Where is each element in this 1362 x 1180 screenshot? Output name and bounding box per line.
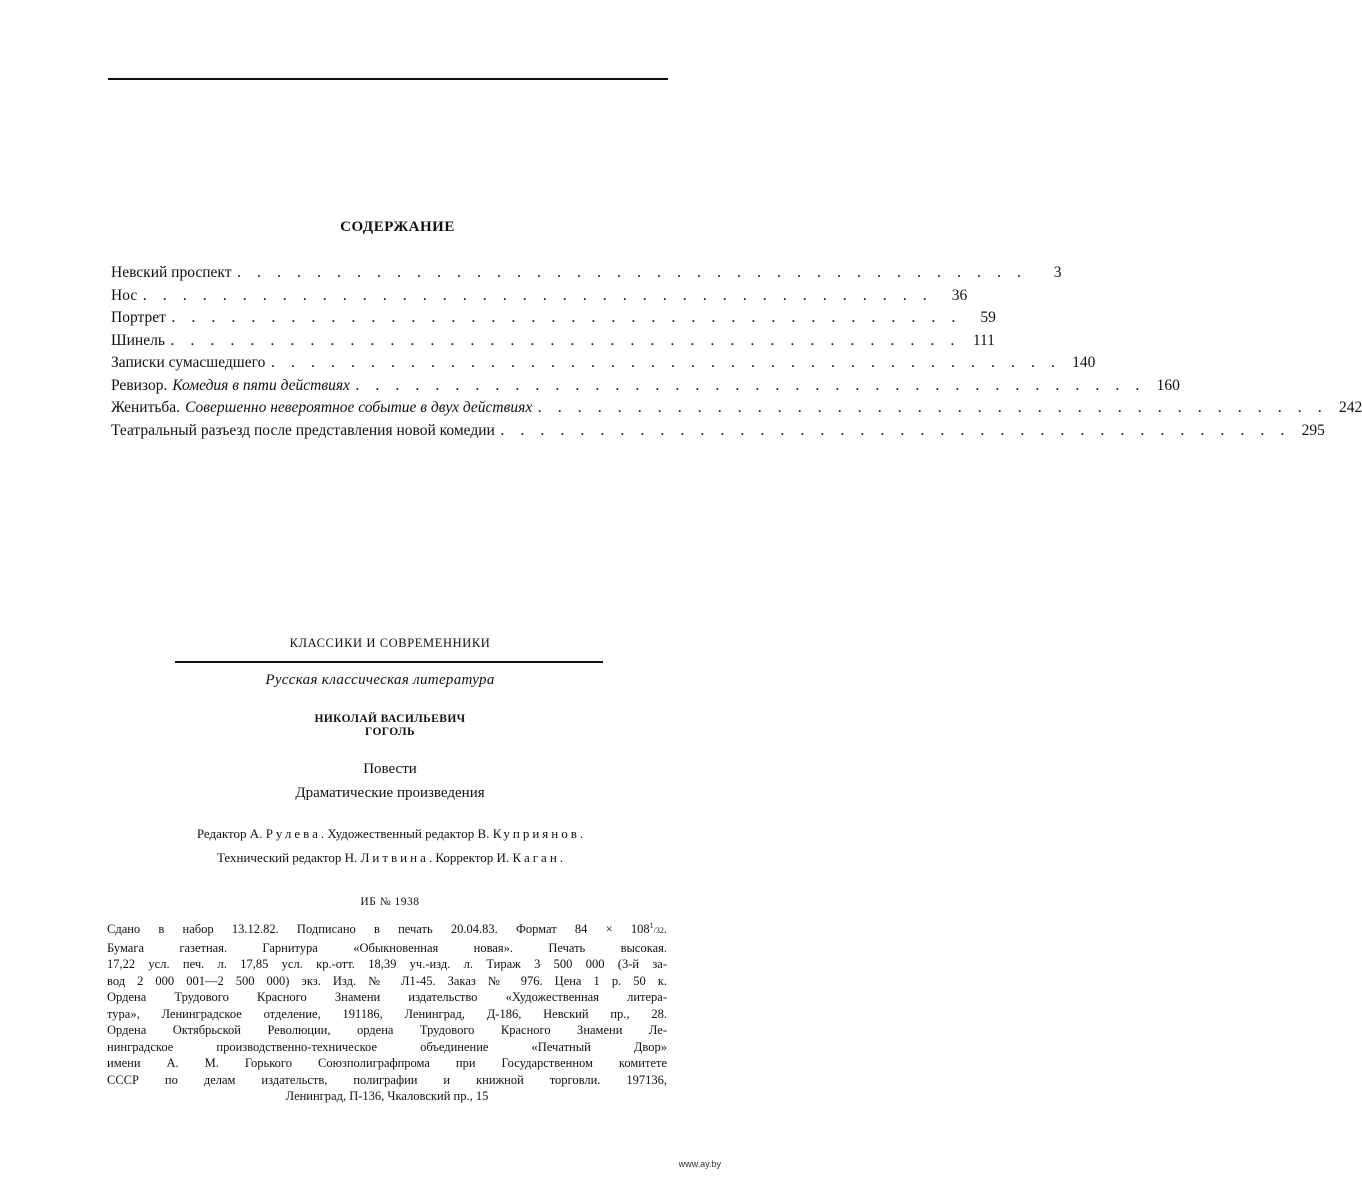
toc-entry-page: 295	[1301, 421, 1325, 439]
toc-entry-page: 242	[1338, 399, 1362, 416]
author-first-name: НИКОЛАЙ ВАСИЛЬЕВИЧ	[314, 713, 466, 725]
toc-leader-dots: . . . . . . . . . . . . . . . . . . . . . . . . . . . . . . . . . . . . . . . .	[355, 378, 1146, 393]
toc-leader-dots: . . . . . . . . . . . . . . . . . . . . . . . . . . . . . . . . . . . . . . . .	[170, 333, 961, 348]
toc-entry-title: Портрет	[111, 309, 166, 326]
toc-entry	[111, 330, 995, 353]
imprint-line: 17,22 усл. печ. л. 17,85 усл. кр.-отт. 18,39 уч.-изд. л. Тираж 3 500 000 (3-й за-	[107, 957, 667, 972]
toc-leader-dots: . . . . . . . . . . . . . . . . . . . . . . . . . . . . . . . . . . . . . . . .	[538, 401, 1329, 415]
toc-entry-page: 36	[951, 286, 968, 304]
imprint-line: нинградское производственно-техническое объединение «Печатный Двор»	[107, 1039, 667, 1054]
toc-entry-page: 160	[1156, 376, 1180, 394]
series-rule	[175, 661, 603, 663]
toc-leader-dots: . . . . . . . . . . . . . . . . . . . . . . . . . . . . . . . . . . . . . . . .	[171, 311, 962, 325]
imprint-line: тура», Ленинградское отделение, 191186, Ленинград, Д-186, Невский пр., 28.	[107, 1006, 667, 1021]
toc-title: СОДЕРЖАНИЕ	[340, 219, 455, 235]
toc-entry-title: Записки сумасшедшего	[111, 354, 266, 371]
toc-entry	[111, 352, 1096, 375]
toc-entry-title: Шинель	[111, 331, 165, 349]
imprint-line: Ордена Трудового Красного Знамени издательство «Художественная литера-	[107, 990, 667, 1005]
editors-line: Редактор А. Рулева. Художественный редактор В. Куприянов.	[196, 826, 584, 841]
toc-entry-title: Женитьба.	[111, 399, 181, 416]
art-editor-name: Куприянов	[492, 826, 580, 841]
subseries-title: Русская классическая литература	[265, 672, 495, 688]
table-of-contents	[111, 262, 1362, 442]
genre-dramatic-works: Драматические произведения	[295, 785, 485, 801]
editor-name: Рулева	[265, 826, 321, 841]
toc-entry-subtitle: Совершенно невероятное событие в двух действиях	[185, 399, 533, 416]
imprint-line: вод 2 000 001—2 500 000) экз. Изд. № Л1-45. Заказ № 976. Цена 1 р. 50 к.	[107, 973, 667, 988]
ib-number: ИБ № 1938	[360, 896, 420, 908]
toc-entry-title: Нос	[111, 286, 138, 304]
imprint-line: Ордена Октябрьской Революции, ордена Трудового Красного Знамени Ле-	[107, 1023, 667, 1038]
toc-leader-dots: . . . . . . . . . . . . . . . . . . . . . . . . . . . . . . . . . . . . . . . .	[143, 288, 934, 303]
imprint-line: Бумага газетная. Гарнитура «Обыкновенная новая». Печать высокая.	[107, 940, 667, 955]
toc-entry-title: Театральный разъезд после представления новой комедии	[111, 421, 495, 439]
corrector-label: . Корректор И.	[428, 850, 510, 865]
author-last-name: ГОГОЛЬ	[365, 726, 415, 738]
tech-editor-name: Литвина	[360, 850, 429, 865]
imprint-line: Сдано в набор 13.12.82. Подписано в печать 20.04.83. Формат $84 \times 108^1/32$.	[107, 921, 667, 937]
toc-entry	[111, 285, 968, 308]
toc-entry	[111, 375, 1180, 398]
imprint-block	[107, 918, 667, 1105]
imprint-line: Ленинград, П-136, Чкаловский пр., 15	[285, 1089, 489, 1104]
toc-entry	[111, 307, 996, 330]
watermark: www.ay.by	[678, 1159, 721, 1169]
toc-entry	[111, 262, 1062, 285]
toc-entry-title: Ревизор.	[111, 376, 168, 394]
imprint-line: СССР по делам издательств, полиграфии и книжной торговли. 197136,	[107, 1072, 667, 1087]
toc-entry	[111, 420, 1325, 443]
toc-entry-subtitle: Комедия в пяти действиях	[172, 376, 350, 394]
toc-entry-page: 3	[1053, 264, 1062, 281]
toc-entry	[111, 397, 1362, 420]
toc-entry-page: 59	[980, 309, 996, 326]
toc-entry-page: 140	[1072, 354, 1096, 371]
tech-editor-label: Технический редактор Н.	[216, 850, 358, 865]
imprint-line: имени А. М. Горького Союзполиграфпрома при Государственном комитете	[107, 1056, 667, 1071]
editor-label: Редактор А.	[196, 826, 263, 841]
toc-leader-dots: . . . . . . . . . . . . . . . . . . . . . . . . . . . . . . . . . . . . . . . .	[271, 356, 1062, 370]
tech-editors-line: Технический редактор Н. Литвина. Корректор И. Каган.	[216, 850, 564, 865]
corrector-name: Каган	[512, 850, 560, 865]
author-name	[0, 713, 780, 739]
toc-entry-page: 111	[972, 331, 995, 349]
toc-leader-dots: . . . . . . . . . . . . . . . . . . . . . . . . . . . . . . . . . . . . . . . .	[237, 266, 1028, 280]
toc-leader-dots: . . . . . . . . . . . . . . . . . . . . . . . . . . . . . . . . . . . . . . . .	[500, 423, 1291, 438]
series-title: КЛАССИКИ И СОВРЕМЕННИКИ	[289, 636, 491, 650]
top-rule	[108, 78, 668, 80]
toc-entry-title: Невский проспект	[111, 264, 232, 281]
genre-stories: Повести	[363, 761, 417, 777]
art-editor-label: . Художественный редактор В.	[320, 826, 490, 841]
